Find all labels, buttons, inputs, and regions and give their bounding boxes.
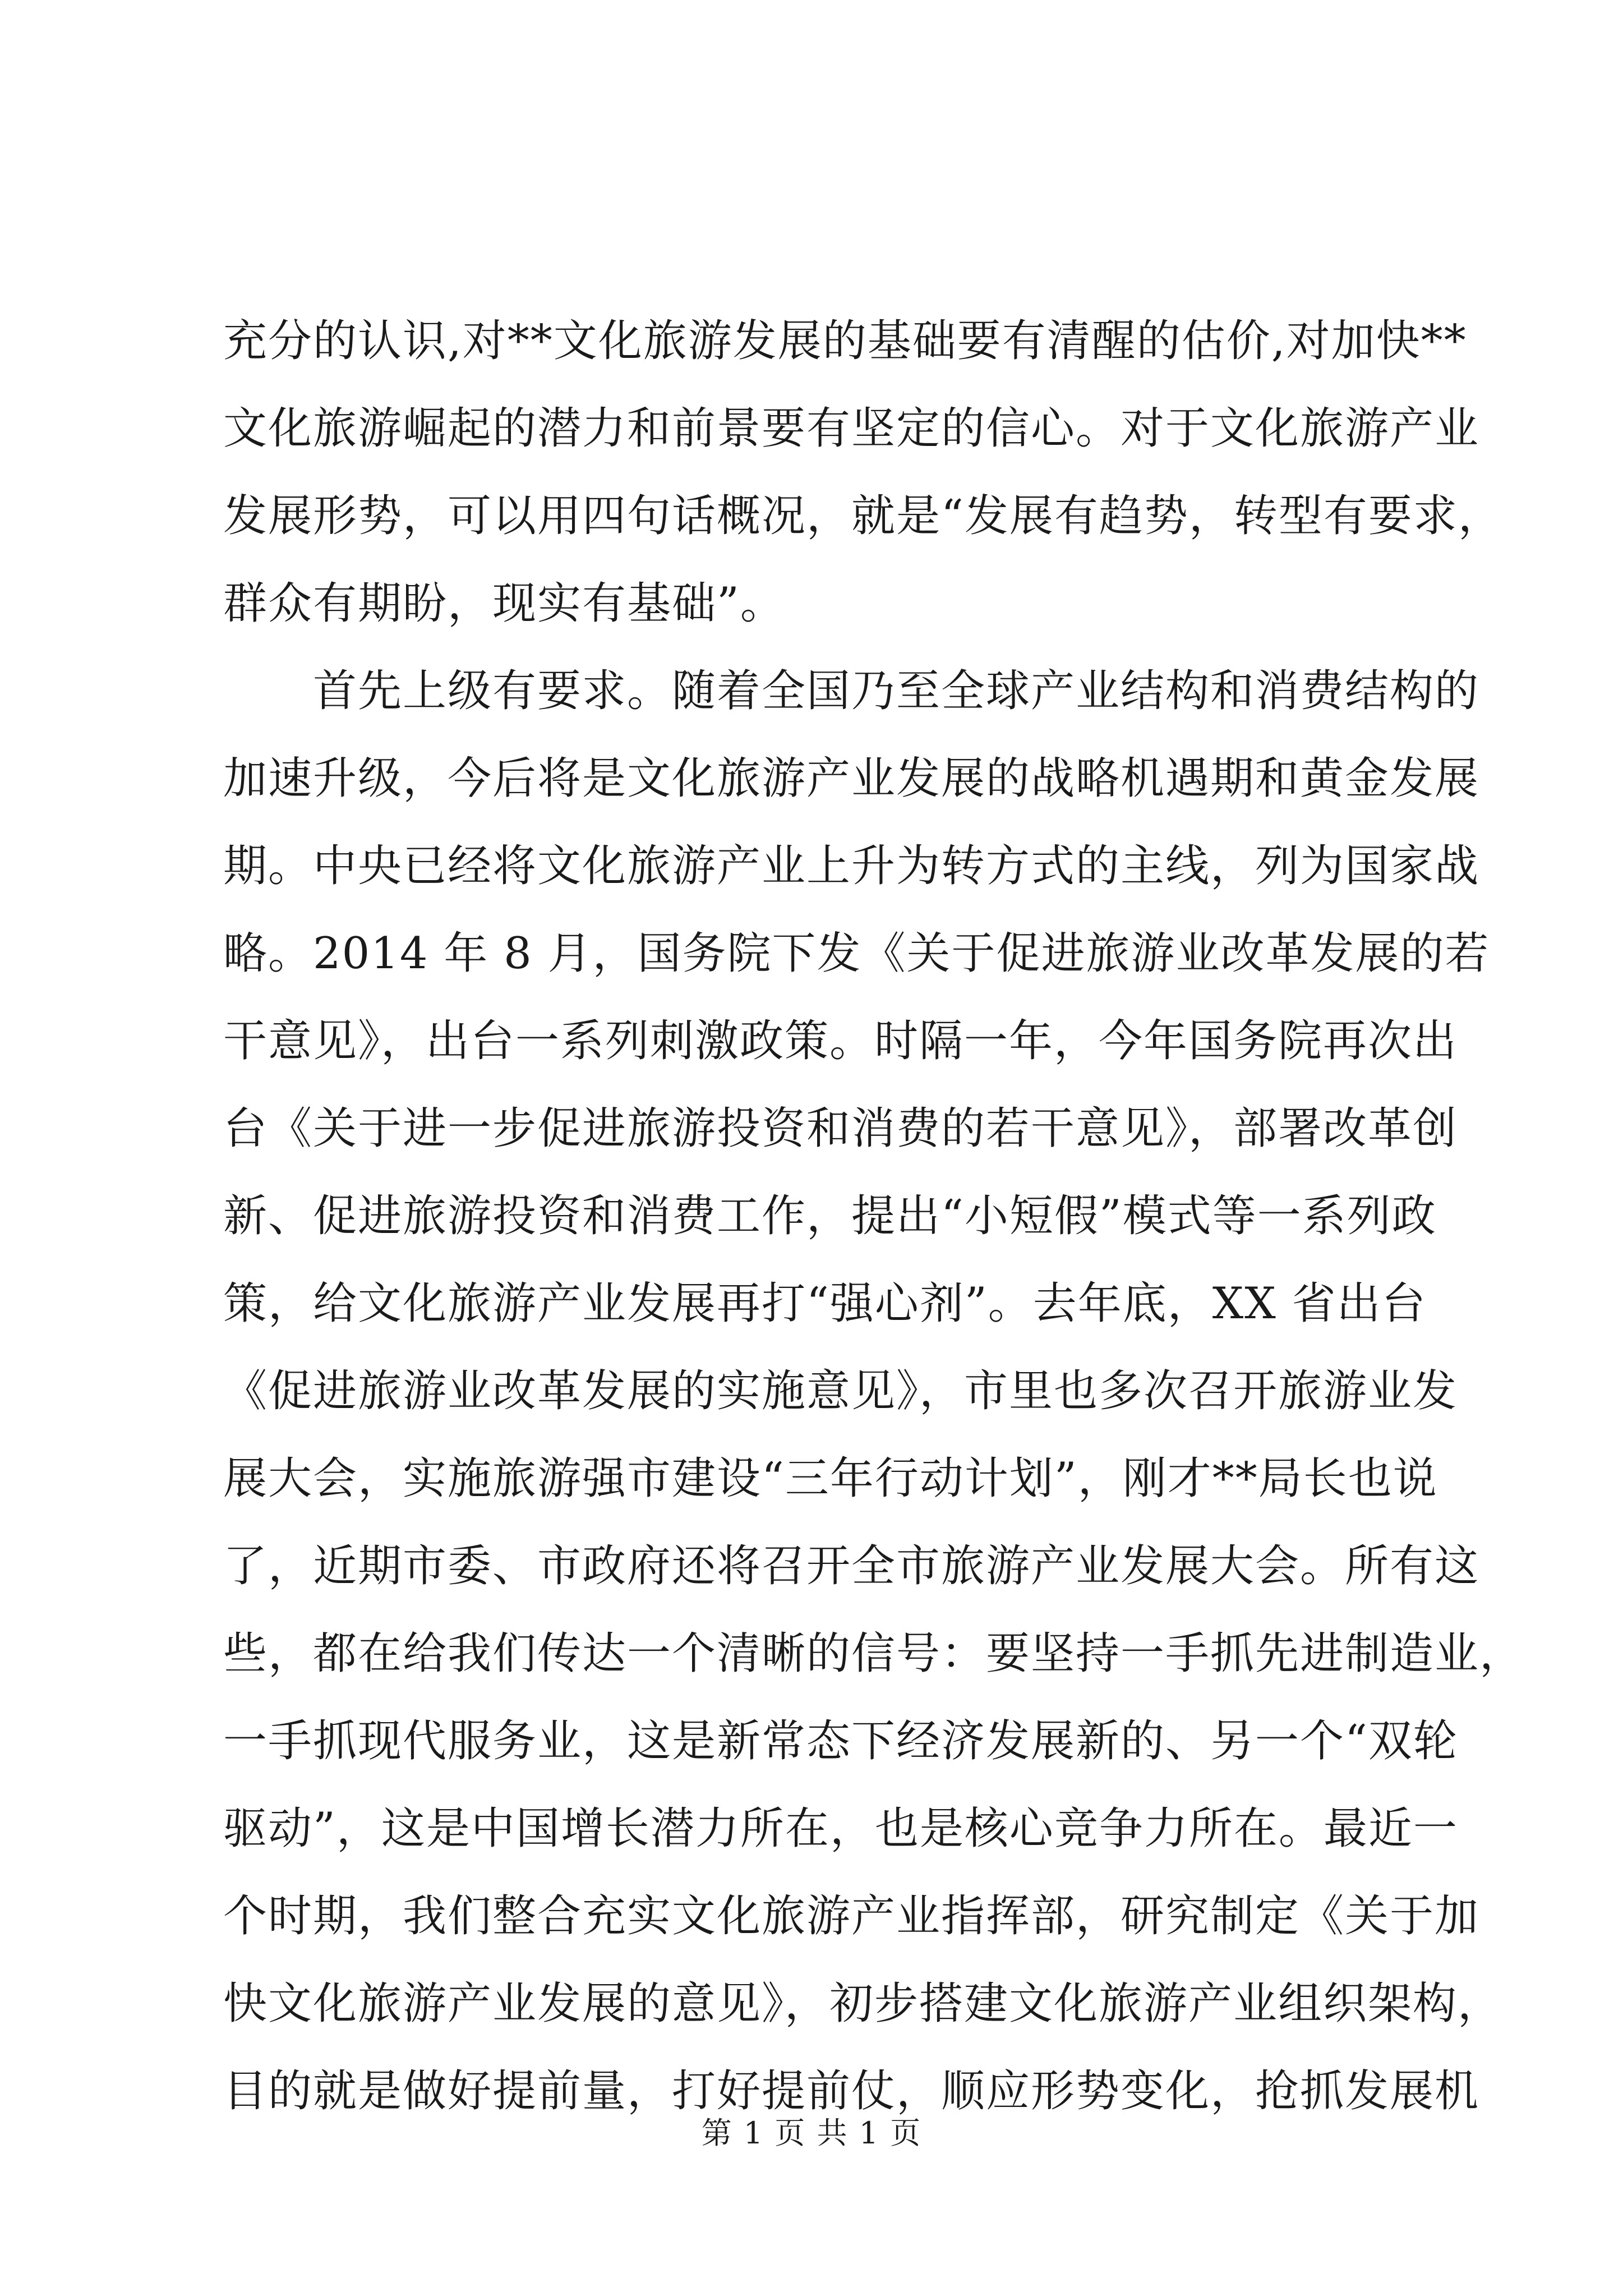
text-line: 展大会，实施旅游强市建设“三年行动计划”，刚才**局长也说 bbox=[223, 1453, 1438, 1504]
text-line: 些，都在给我们传达一个清晰的信号：要坚持一手抓先进制造业， bbox=[223, 1628, 1525, 1679]
text-line: 略。2014 年 8 月，国务院下发《关于促进旅游业改革发展的若 bbox=[223, 928, 1490, 979]
text-line: 一手抓现代服务业，这是新常态下经济发展新的、另一个“双轮 bbox=[223, 1716, 1458, 1766]
text-line: 个时期，我们整合充实文化旅游产业指挥部，研究制定《关于加 bbox=[223, 1891, 1480, 1941]
text-line: 干意见》，出台一系列刺激政策。时隔一年，今年国务院再次出 bbox=[223, 1016, 1458, 1066]
text-line: 新、促进旅游投资和消费工作，提出“小短假”模式等一系列政 bbox=[223, 1191, 1437, 1241]
page-footer: 第 1 页 共 1 页 bbox=[701, 2115, 922, 2151]
text-line: 了，近期市委、市政府还将召开全市旅游产业发展大会。所有这 bbox=[223, 1541, 1480, 1591]
text-line: 加速升级，今后将是文化旅游产业发展的战略机遇期和黄金发展 bbox=[223, 753, 1480, 804]
text-line: 充分的认识,对**文化旅游发展的基础要有清醒的估价,对加快** bbox=[223, 316, 1467, 366]
text-line: 台《关于进一步促进旅游投资和消费的若干意见》，部署改革创 bbox=[223, 1103, 1458, 1154]
text-line: 快文化旅游产业发展的意见》，初步搭建文化旅游产业组织架构， bbox=[223, 1978, 1503, 2029]
text-line: 群众有期盼，现实有基础”。 bbox=[223, 578, 785, 629]
document-body bbox=[223, 297, 1525, 2135]
text-line: 目的就是做好提前量，打好提前仗，顺应形势变化，抢抓发展机 bbox=[223, 2066, 1480, 2116]
text-line: 《促进旅游业改革发展的实施意见》，市里也多次召开旅游业发 bbox=[223, 1366, 1458, 1416]
text-line: 期。中央已经将文化旅游产业上升为转方式的主线，列为国家战 bbox=[223, 841, 1480, 891]
text-line: 首先上级有要求。随着全国乃至全球产业结构和消费结构的 bbox=[313, 666, 1480, 716]
text-line: 文化旅游崛起的潜力和前景要有坚定的信心。对于文化旅游产业 bbox=[223, 403, 1480, 454]
text-line: 发展形势，可以用四句话概况，就是“发展有趋势，转型有要求， bbox=[223, 491, 1503, 541]
text-line: 驱动”，这是中国增长潜力所在，也是核心竞争力所在。最近一 bbox=[223, 1803, 1458, 1854]
text-line: 策，给文化旅游产业发展再打“强心剂”。去年底，XX 省出台 bbox=[223, 1278, 1427, 1329]
